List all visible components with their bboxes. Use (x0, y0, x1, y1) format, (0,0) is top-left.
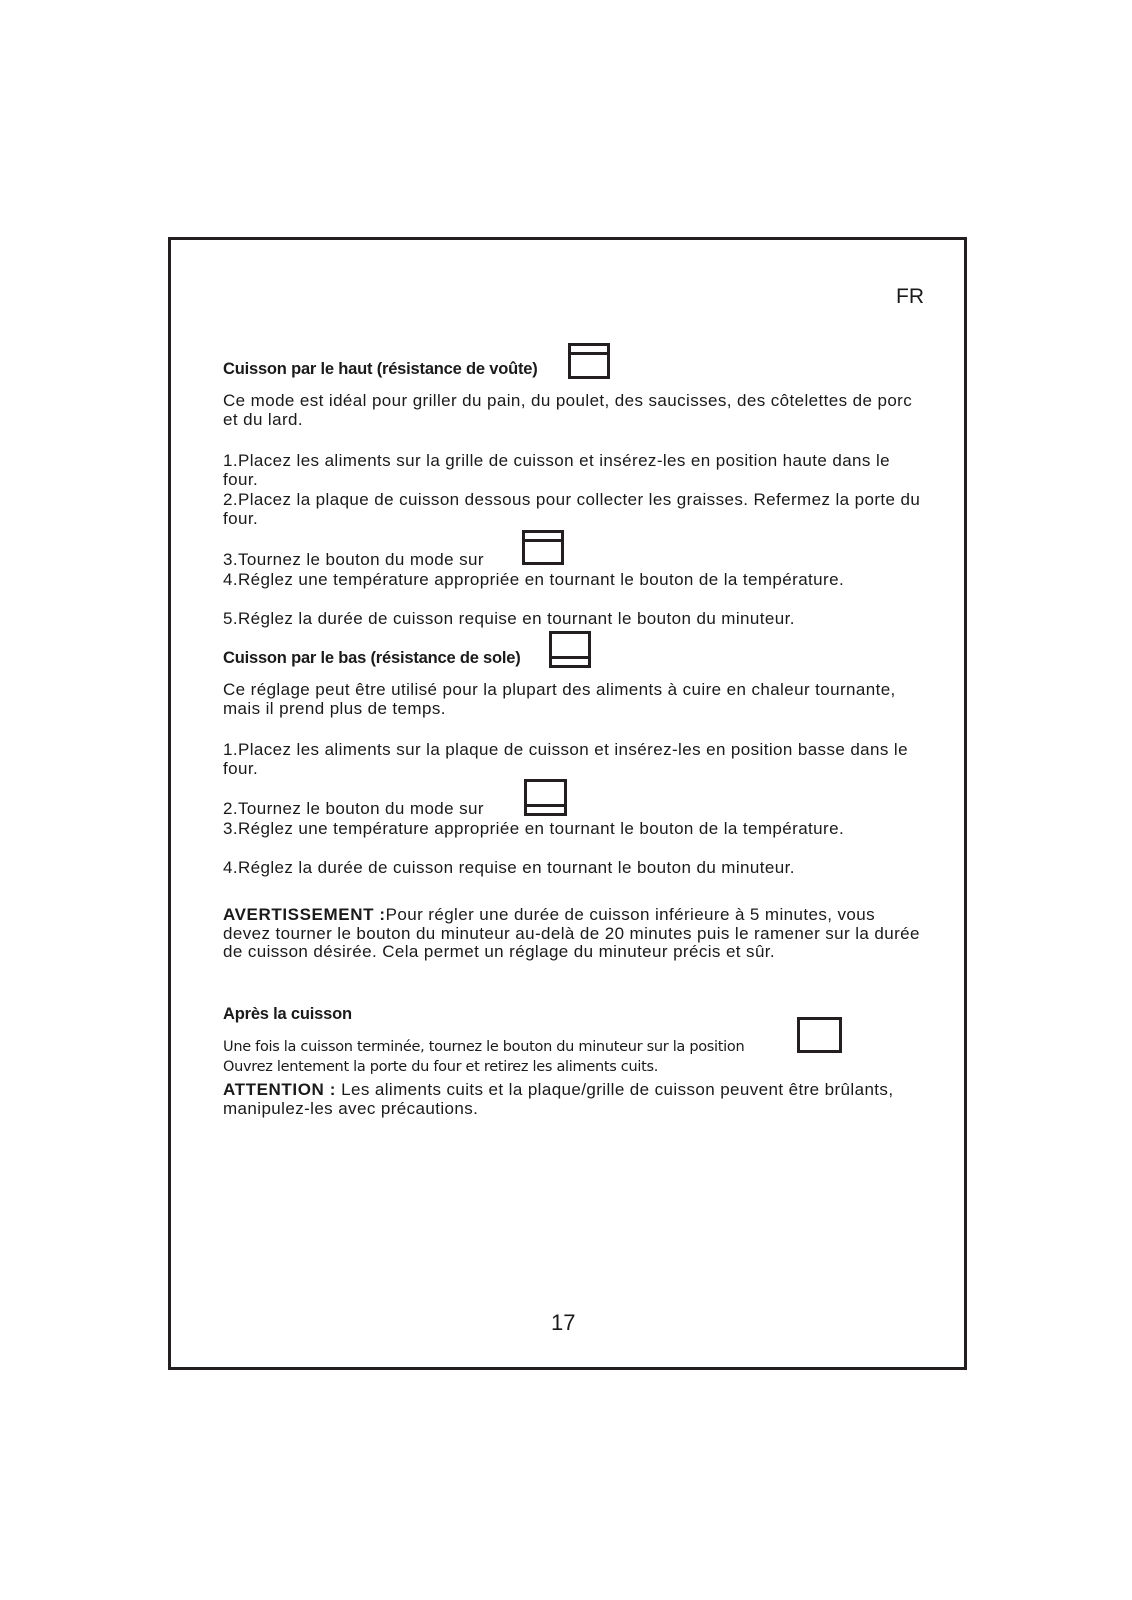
warning-label: AVERTISSEMENT : (223, 905, 386, 924)
section-top-title: Cuisson par le haut (résistance de voûte) (223, 360, 538, 378)
top-heating-element-icon (522, 530, 564, 565)
section-top-step4: 4.Réglez une température appropriée en tournant le bouton de la température. (223, 570, 845, 589)
section-bottom-intro: Ce réglage peut être utilisé pour la plupart des aliments à cuire en chaleur tournante, mais il prend plus de temps. (223, 680, 896, 718)
after-line1: Une fois la cuisson terminée, tournez le bouton du minuteur sur la position (223, 1039, 745, 1055)
section-top-step5: 5.Réglez la durée de cuisson requise en tournant le bouton du minuteur. (223, 609, 795, 628)
off-position-icon (797, 1017, 842, 1053)
section-bottom-title: Cuisson par le bas (résistance de sole) (223, 649, 521, 667)
top-heating-element-icon (568, 343, 610, 379)
warning-text: Pour régler une durée de cuisson inférieure à 5 minutes, vous devez tourner le bouton du minuteur au-delà de 20 minutes puis le ramener sur la durée de cuisson désirée. Cela permet un réglage du minuteur précis et sûr. (223, 905, 920, 961)
section-top-step3-line (223, 551, 923, 570)
section-top-step3: 3.Tournez le bouton du mode sur (223, 550, 484, 569)
attention-paragraph (223, 1081, 923, 1118)
section-bottom-step2: 2.Tournez le bouton du mode sur (223, 799, 484, 818)
section-top-intro: Ce mode est idéal pour griller du pain, du poulet, des saucisses, des côtelettes de porc et du lard. (223, 391, 913, 429)
attention-label: ATTENTION : (223, 1080, 336, 1099)
page-number: 17 (551, 1310, 576, 1335)
bottom-heating-element-icon (524, 779, 567, 816)
language-code: FR (896, 285, 924, 308)
attention-text: Les aliments cuits et la plaque/grille de cuisson peuvent être brûlants, manipulez-les avec précautions. (223, 1080, 894, 1118)
after-line2: Ouvrez lentement la porte du four et retirez les aliments cuits. (223, 1059, 659, 1075)
section-bottom-step4: 4.Réglez la durée de cuisson requise en tournant le bouton du minuteur. (223, 858, 795, 877)
section-bottom-step3: 3.Réglez une température appropriée en tournant le bouton de la température. (223, 819, 845, 838)
after-title: Après la cuisson (223, 1005, 352, 1023)
bottom-heating-element-icon (549, 631, 591, 668)
section-bottom-step2-line (223, 800, 923, 819)
warning-paragraph (223, 906, 923, 962)
section-bottom-step1: 1.Placez les aliments sur la plaque de cuisson et insérez-les en position basse dans le four. (223, 740, 908, 778)
section-top-step1: 1.Placez les aliments sur la grille de cuisson et insérez-les en position haute dans le four. (223, 451, 890, 489)
section-top-step2: 2.Placez la plaque de cuisson dessous pour collecter les graisses. Refermez la porte du four. (223, 490, 921, 528)
